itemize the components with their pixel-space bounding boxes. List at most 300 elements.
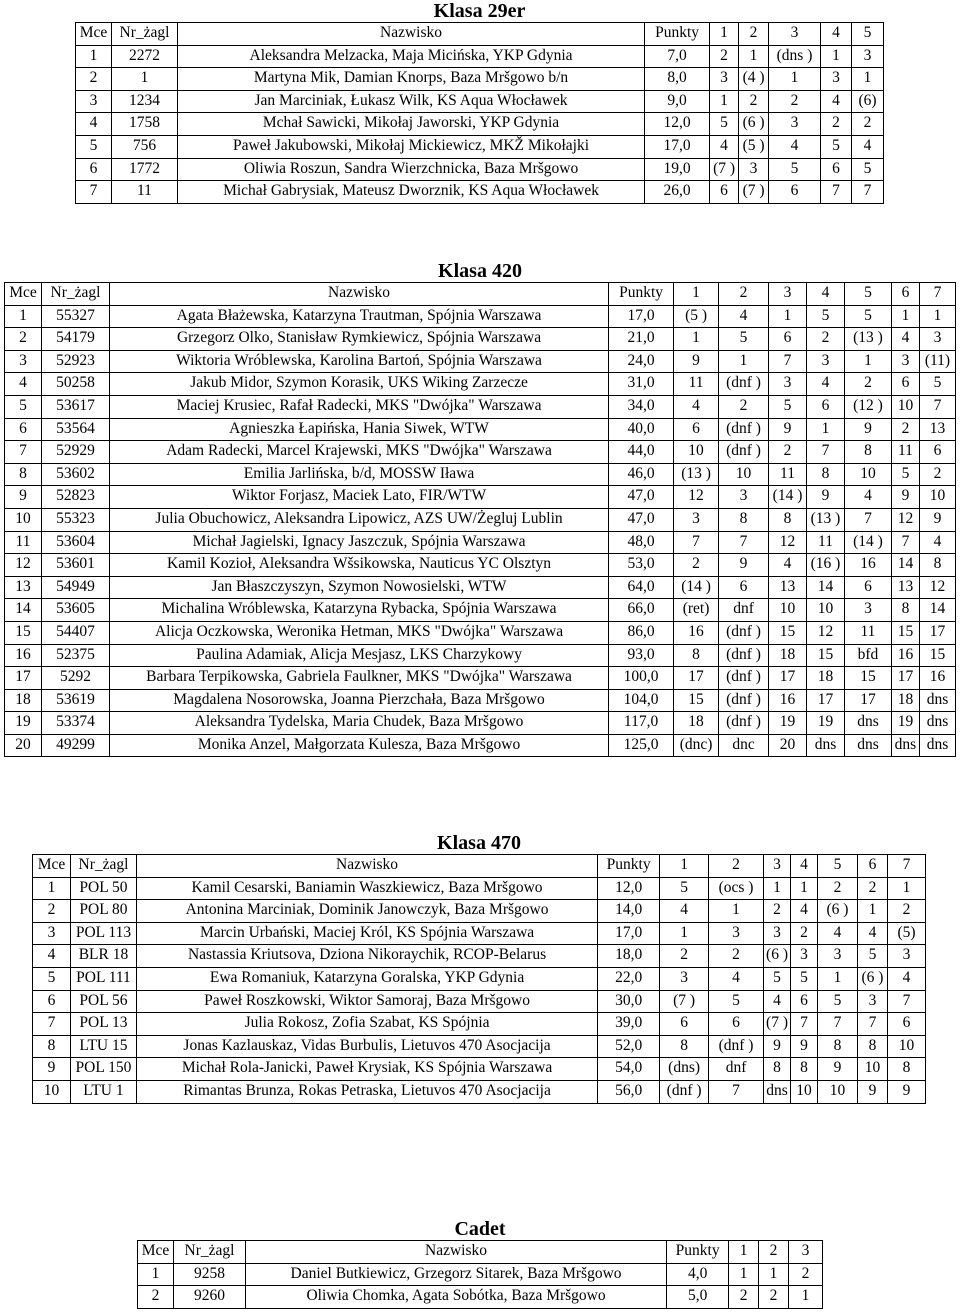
column-header: 5 [818, 855, 858, 878]
column-header: 3 [789, 1241, 823, 1264]
table-cell: 4 [76, 113, 112, 136]
table-cell: 14 [919, 599, 955, 622]
table-row [33, 1058, 926, 1081]
table-cell: 3 [709, 922, 764, 945]
table-cell: (dnf ) [709, 1035, 764, 1058]
table-cell: 4 [660, 900, 709, 923]
table-row [76, 135, 884, 158]
table-cell: 31,0 [609, 373, 674, 396]
table-cell: 10 [5, 508, 42, 531]
table-cell: 5 [769, 158, 821, 181]
table-cell: 1 [919, 305, 955, 328]
table-cell: 4 [769, 554, 807, 577]
table-cell: 8 [674, 644, 719, 667]
table-cell: 756 [111, 135, 177, 158]
column-header: Nr_żagl [41, 283, 109, 306]
table-cell: 3 [821, 68, 852, 91]
table-row [5, 418, 956, 441]
table-cell: 11 [674, 373, 719, 396]
table-cell: (6 ) [739, 113, 769, 136]
table-cell: 30,0 [598, 990, 660, 1013]
table-cell: 12 [5, 554, 42, 577]
table-cell: dns [919, 689, 955, 712]
table-cell: 7 [857, 1013, 887, 1036]
table-cell: 12 [807, 621, 845, 644]
table-cell: Mchał Sawicki, Mikołaj Jaworski, YKP Gdynia [177, 113, 644, 136]
table-cell: 8 [660, 1035, 709, 1058]
table-cell: 15 [844, 667, 891, 690]
table-cell: 40,0 [609, 418, 674, 441]
table-cell: 14 [807, 576, 845, 599]
table-cell: 22,0 [598, 967, 660, 990]
table-row [5, 350, 956, 373]
table-cell: 19 [5, 712, 42, 735]
table-cell: (11) [919, 350, 955, 373]
table-cell: Rimantas Brunza, Rokas Petraska, Lietuvos 470 Asocjacija [136, 1080, 597, 1103]
table-cell: BLR 18 [70, 945, 136, 968]
table-cell: (12 ) [844, 395, 891, 418]
table-cell: 55323 [41, 508, 109, 531]
table-cell: 4 [851, 135, 883, 158]
table-cell: 19,0 [645, 158, 710, 181]
table-cell: 17,0 [598, 922, 660, 945]
table-cell: 3 [769, 113, 821, 136]
table-cell: 13 [891, 576, 919, 599]
table-cell: 52375 [41, 644, 109, 667]
section-title: Cadet [454, 1218, 506, 1240]
table-cell: Jakub Midor, Szymon Korasik, UKS Wiking Zarzecze [109, 373, 608, 396]
table-row [5, 531, 956, 554]
table-cell: 1 [807, 418, 845, 441]
table-cell: (dnf ) [719, 644, 769, 667]
table-cell: 14,0 [598, 900, 660, 923]
table-cell: 53602 [41, 463, 109, 486]
table-cell: Oliwia Chomka, Agata Sobótka, Baza Mršgowo [245, 1286, 666, 1309]
table-cell: 3 [887, 945, 925, 968]
table-row [5, 644, 956, 667]
table-cell: (7 ) [660, 990, 709, 1013]
table-cell: 9 [919, 508, 955, 531]
table-cell: 1 [844, 350, 891, 373]
table-cell: Agnieszka Łapińska, Hania Siwek, WTW [109, 418, 608, 441]
table-cell: 5 [791, 967, 818, 990]
section-470 [32, 832, 926, 1104]
table-cell: 2 [887, 900, 925, 923]
table-cell: 2 [138, 1286, 174, 1309]
table-cell: dns [807, 734, 845, 757]
table-cell: 7 [719, 531, 769, 554]
table-cell: 54949 [41, 576, 109, 599]
table-cell: 7 [5, 441, 42, 464]
table-row [5, 689, 956, 712]
section-title: Klasa 470 [437, 832, 521, 854]
table-cell: 2 [674, 554, 719, 577]
table-cell: 1758 [111, 113, 177, 136]
table-row [76, 45, 884, 68]
table-cell: (4 ) [739, 68, 769, 91]
table-cell: (dnf ) [719, 418, 769, 441]
table-cell: 3 [807, 350, 845, 373]
table-cell: 49299 [41, 734, 109, 757]
table-cell: 5 [857, 945, 887, 968]
table-cell: Agata Błażewska, Katarzyna Trautman, Spójnia Warszawa [109, 305, 608, 328]
header-row [76, 23, 884, 46]
table-cell: 2 [818, 877, 858, 900]
table-cell: 8 [769, 508, 807, 531]
table-cell: POL 80 [70, 900, 136, 923]
table-cell: 17 [919, 621, 955, 644]
table-cell: 3 [5, 350, 42, 373]
table-cell: 2 [5, 328, 42, 351]
table-cell: (14 ) [674, 576, 719, 599]
table-cell: 1 [791, 877, 818, 900]
column-header: 2 [709, 855, 764, 878]
table-cell: Jonas Kazlauskaz, Vidas Burbulis, Lietuvos 470 Asocjacija [136, 1035, 597, 1058]
column-header: Mce [33, 855, 71, 878]
table-cell: 1 [5, 305, 42, 328]
table-cell: 2 [660, 945, 709, 968]
table-cell: 11 [891, 441, 919, 464]
table-cell: Alicja Oczkowska, Weronika Hetman, MKS "Dwójka" Warszawa [109, 621, 608, 644]
table-cell: 2 [769, 90, 821, 113]
table-cell: 2 [807, 328, 845, 351]
table-cell: 47,0 [609, 486, 674, 509]
table-cell: Paweł Roszkowski, Wiktor Samoraj, Baza Mršgowo [136, 990, 597, 1013]
table-row [33, 922, 926, 945]
table-cell: 1 [891, 305, 919, 328]
table-cell: 5 [844, 305, 891, 328]
table-cell: 52823 [41, 486, 109, 509]
table-cell: 3 [844, 599, 891, 622]
table-cell: Adam Radecki, Marcel Krajewski, MKS "Dwójka" Warszawa [109, 441, 608, 464]
table-row [5, 463, 956, 486]
table-cell: 1 [138, 1263, 174, 1286]
table-cell: 5 [33, 967, 71, 990]
table-cell: 7 [851, 181, 883, 204]
table-cell: 16 [919, 667, 955, 690]
table-cell: 2 [919, 463, 955, 486]
table-cell: 2 [709, 945, 764, 968]
table-cell: 53619 [41, 689, 109, 712]
table-cell: (16 ) [807, 554, 845, 577]
table-cell: 6 [919, 441, 955, 464]
table-cell: Paulina Adamiak, Alicja Mesjasz, LKS Charzykowy [109, 644, 608, 667]
section-title: Klasa 420 [438, 260, 522, 282]
table-cell: 53,0 [609, 554, 674, 577]
table-cell: 9 [5, 486, 42, 509]
table-cell: POL 113 [70, 922, 136, 945]
table-cell: Maciej Krusiec, Rafał Radecki, MKS "Dwójka" Warszawa [109, 395, 608, 418]
table-cell: 1 [33, 877, 71, 900]
table-cell: dnf [709, 1058, 764, 1081]
table-cell: 5,0 [667, 1286, 729, 1309]
table-cell: 10 [919, 486, 955, 509]
column-header: Mce [138, 1241, 174, 1264]
table-cell: Wiktor Forjasz, Maciek Lato, FIR/WTW [109, 486, 608, 509]
table-cell: 8 [887, 1058, 925, 1081]
table-cell: 7,0 [645, 45, 710, 68]
column-header: 4 [821, 23, 852, 46]
table-cell: 18,0 [598, 945, 660, 968]
table-cell: (7 ) [764, 1013, 791, 1036]
table-cell: dns [844, 712, 891, 735]
column-header: 4 [791, 855, 818, 878]
table-cell: 6 [710, 181, 739, 204]
table-cell: 3 [764, 922, 791, 945]
table-row [76, 181, 884, 204]
table-cell: dnf [719, 599, 769, 622]
table-cell: 3 [33, 922, 71, 945]
table-cell: 5 [660, 877, 709, 900]
table-cell: Kamil Cesarski, Baniamin Waszkiewicz, Baza Mršgowo [136, 877, 597, 900]
table-cell: 7 [844, 508, 891, 531]
table-cell: 7 [674, 531, 719, 554]
table-cell: Michał Rola-Janicki, Paweł Krysiak, KS Spójnia Warszawa [136, 1058, 597, 1081]
table-cell: 6 [791, 990, 818, 1013]
table-cell: 1 [710, 90, 739, 113]
table-cell: (14 ) [844, 531, 891, 554]
table-cell: 6 [769, 328, 807, 351]
table-cell: 3 [769, 373, 807, 396]
table-row [5, 373, 956, 396]
table-cell: 6 [891, 373, 919, 396]
table-cell: 17 [807, 689, 845, 712]
table-cell: (5 ) [739, 135, 769, 158]
table-row [5, 576, 956, 599]
table-cell: (14 ) [769, 486, 807, 509]
table-cell: 3 [710, 68, 739, 91]
table-cell: 2 [710, 45, 739, 68]
table-cell: (13 ) [807, 508, 845, 531]
table-cell: Kamil Kozioł, Aleksandra Wšsikowska, Nauticus YC Olsztyn [109, 554, 608, 577]
table-cell: 9 [719, 554, 769, 577]
table-cell: 54,0 [598, 1058, 660, 1081]
table-row [33, 1035, 926, 1058]
table-cell: 2 [719, 395, 769, 418]
table-cell: (dnf ) [719, 712, 769, 735]
table-cell: Jan Błaszczyszyn, Szymon Nowosielski, WTW [109, 576, 608, 599]
table-cell: 15 [769, 621, 807, 644]
table-cell: 2 [764, 900, 791, 923]
table-cell: 2 [844, 373, 891, 396]
table-cell: 9 [764, 1035, 791, 1058]
table-cell: POL 111 [70, 967, 136, 990]
table-cell: 6 [76, 158, 112, 181]
table-cell: 1 [821, 45, 852, 68]
table-row [5, 395, 956, 418]
table-cell: (dnc) [674, 734, 719, 757]
table-cell: 18 [674, 712, 719, 735]
table-cell: 1 [739, 45, 769, 68]
column-header: Mce [76, 23, 112, 46]
table-cell: Julia Rokosz, Zofia Szabat, KS Spójnia [136, 1013, 597, 1036]
table-cell: 19 [807, 712, 845, 735]
column-header: 3 [769, 23, 821, 46]
table-cell: 4 [818, 922, 858, 945]
table-row [33, 877, 926, 900]
table-cell: dns [891, 734, 919, 757]
table-cell: 7 [887, 990, 925, 1013]
table-cell: 12 [769, 531, 807, 554]
table-cell: 93,0 [609, 644, 674, 667]
table-cell: 12 [919, 576, 955, 599]
table-cell: 1 [851, 68, 883, 91]
table-cell: 53564 [41, 418, 109, 441]
table-cell: 1 [111, 68, 177, 91]
table-cell: (7 ) [710, 158, 739, 181]
table-cell: 2 [891, 418, 919, 441]
table-cell: 5 [719, 328, 769, 351]
table-cell: 4 [764, 990, 791, 1013]
table-cell: 2272 [111, 45, 177, 68]
column-header: 6 [891, 283, 919, 306]
table-cell: Aleksandra Tydelska, Maria Chudek, Baza Mršgowo [109, 712, 608, 735]
table-cell: 17 [674, 667, 719, 690]
table-cell: 7 [33, 1013, 71, 1036]
table-cell: 7 [821, 181, 852, 204]
table-cell: Magdalena Nosorowska, Joanna Pierzchała, Baza Mršgowo [109, 689, 608, 712]
table-row [5, 328, 956, 351]
table-cell: 7 [76, 181, 112, 204]
table-cell: 16 [674, 621, 719, 644]
table-cell: 5 [769, 395, 807, 418]
table-cell: (dnf ) [719, 373, 769, 396]
column-header: 1 [674, 283, 719, 306]
table-row [76, 158, 884, 181]
table-cell: (dnf ) [719, 689, 769, 712]
table-cell: 53605 [41, 599, 109, 622]
table-cell: 9 [807, 486, 845, 509]
table-row [5, 508, 956, 531]
table-cell: 104,0 [609, 689, 674, 712]
table-cell: 4 [719, 305, 769, 328]
table-row [5, 621, 956, 644]
results-table-420 [4, 282, 956, 757]
table-cell: 6 [844, 576, 891, 599]
table-cell: 26,0 [645, 181, 710, 204]
table-cell: dns [919, 734, 955, 757]
table-cell: LTU 15 [70, 1035, 136, 1058]
table-cell: 4 [857, 922, 887, 945]
table-cell: 11 [844, 621, 891, 644]
table-cell: 3 [818, 945, 858, 968]
table-cell: 6 [660, 1013, 709, 1036]
table-cell: 9 [818, 1058, 858, 1081]
table-cell: 3 [719, 486, 769, 509]
table-cell: Michalina Wróblewska, Katarzyna Rybacka, Spójnia Warszawa [109, 599, 608, 622]
table-cell: 3 [674, 508, 719, 531]
table-cell: 13 [919, 418, 955, 441]
table-cell: (dns ) [769, 45, 821, 68]
table-cell: 10 [33, 1080, 71, 1103]
table-cell: 17 [769, 667, 807, 690]
table-cell: 9 [887, 1080, 925, 1103]
table-cell: Grzegorz Olko, Stanisław Rymkiewicz, Spójnia Warszawa [109, 328, 608, 351]
table-cell: 11 [807, 531, 845, 554]
table-cell: 54407 [41, 621, 109, 644]
table-cell: 17,0 [609, 305, 674, 328]
table-cell: 6 [769, 181, 821, 204]
table-cell: 9 [674, 350, 719, 373]
table-cell: 15 [891, 621, 919, 644]
table-row [33, 945, 926, 968]
table-cell: 4 [887, 967, 925, 990]
table-cell: 8 [33, 1035, 71, 1058]
table-cell: 2 [759, 1286, 789, 1309]
table-cell: 5292 [41, 667, 109, 690]
table-cell: 7 [818, 1013, 858, 1036]
table-cell: 13 [769, 576, 807, 599]
table-cell: 4,0 [667, 1263, 729, 1286]
table-cell: 4 [5, 373, 42, 396]
table-cell: Nastassia Kriutsova, Dziona Nikoraychik, RCOP-Belarus [136, 945, 597, 968]
table-cell: 5 [5, 395, 42, 418]
table-cell: (5 ) [674, 305, 719, 328]
column-header: Punkty [598, 855, 660, 878]
table-cell: dns [919, 712, 955, 735]
table-cell: 5 [807, 305, 845, 328]
column-header: 7 [887, 855, 925, 878]
table-row [5, 305, 956, 328]
column-header: Punkty [609, 283, 674, 306]
table-cell: 4 [709, 967, 764, 990]
table-cell: 8 [807, 463, 845, 486]
table-cell: 12 [891, 508, 919, 531]
table-cell: 7 [709, 1080, 764, 1103]
table-cell: Emilia Jarlińska, b/d, MOSSW Iława [109, 463, 608, 486]
table-cell: 66,0 [609, 599, 674, 622]
table-cell: 4 [710, 135, 739, 158]
table-cell: 11 [111, 181, 177, 204]
table-cell: 4 [769, 135, 821, 158]
table-cell: dns [844, 734, 891, 757]
column-header: Punkty [667, 1241, 729, 1264]
table-cell: 10 [857, 1058, 887, 1081]
table-cell: 56,0 [598, 1080, 660, 1103]
table-cell: 8 [818, 1035, 858, 1058]
table-cell: (6 ) [764, 945, 791, 968]
table-cell: Antonina Marciniak, Dominik Janowczyk, Baza Mršgowo [136, 900, 597, 923]
table-cell: 4 [821, 90, 852, 113]
table-cell: 9 [791, 1035, 818, 1058]
table-cell: 8 [719, 508, 769, 531]
table-cell: 8 [791, 1058, 818, 1081]
table-cell: 11 [769, 463, 807, 486]
table-cell: 13 [5, 576, 42, 599]
table-cell: 8 [5, 463, 42, 486]
table-row [5, 441, 956, 464]
table-cell: 2 [729, 1286, 759, 1309]
table-cell: 4 [919, 531, 955, 554]
table-cell: 10 [791, 1080, 818, 1103]
column-header: Nazwisko [245, 1241, 666, 1264]
table-cell: 4 [674, 395, 719, 418]
table-cell: 9 [891, 486, 919, 509]
table-cell: 12 [674, 486, 719, 509]
table-cell: 10 [807, 599, 845, 622]
table-cell: (13 ) [674, 463, 719, 486]
table-cell: 11 [5, 531, 42, 554]
table-cell: 6 [887, 1013, 925, 1036]
table-cell: 4 [844, 486, 891, 509]
column-header: 6 [857, 855, 887, 878]
table-cell: 8,0 [645, 68, 710, 91]
section-29er [75, 0, 884, 204]
table-cell: 15 [674, 689, 719, 712]
table-row [5, 667, 956, 690]
table-cell: 5 [818, 990, 858, 1013]
table-row [5, 554, 956, 577]
